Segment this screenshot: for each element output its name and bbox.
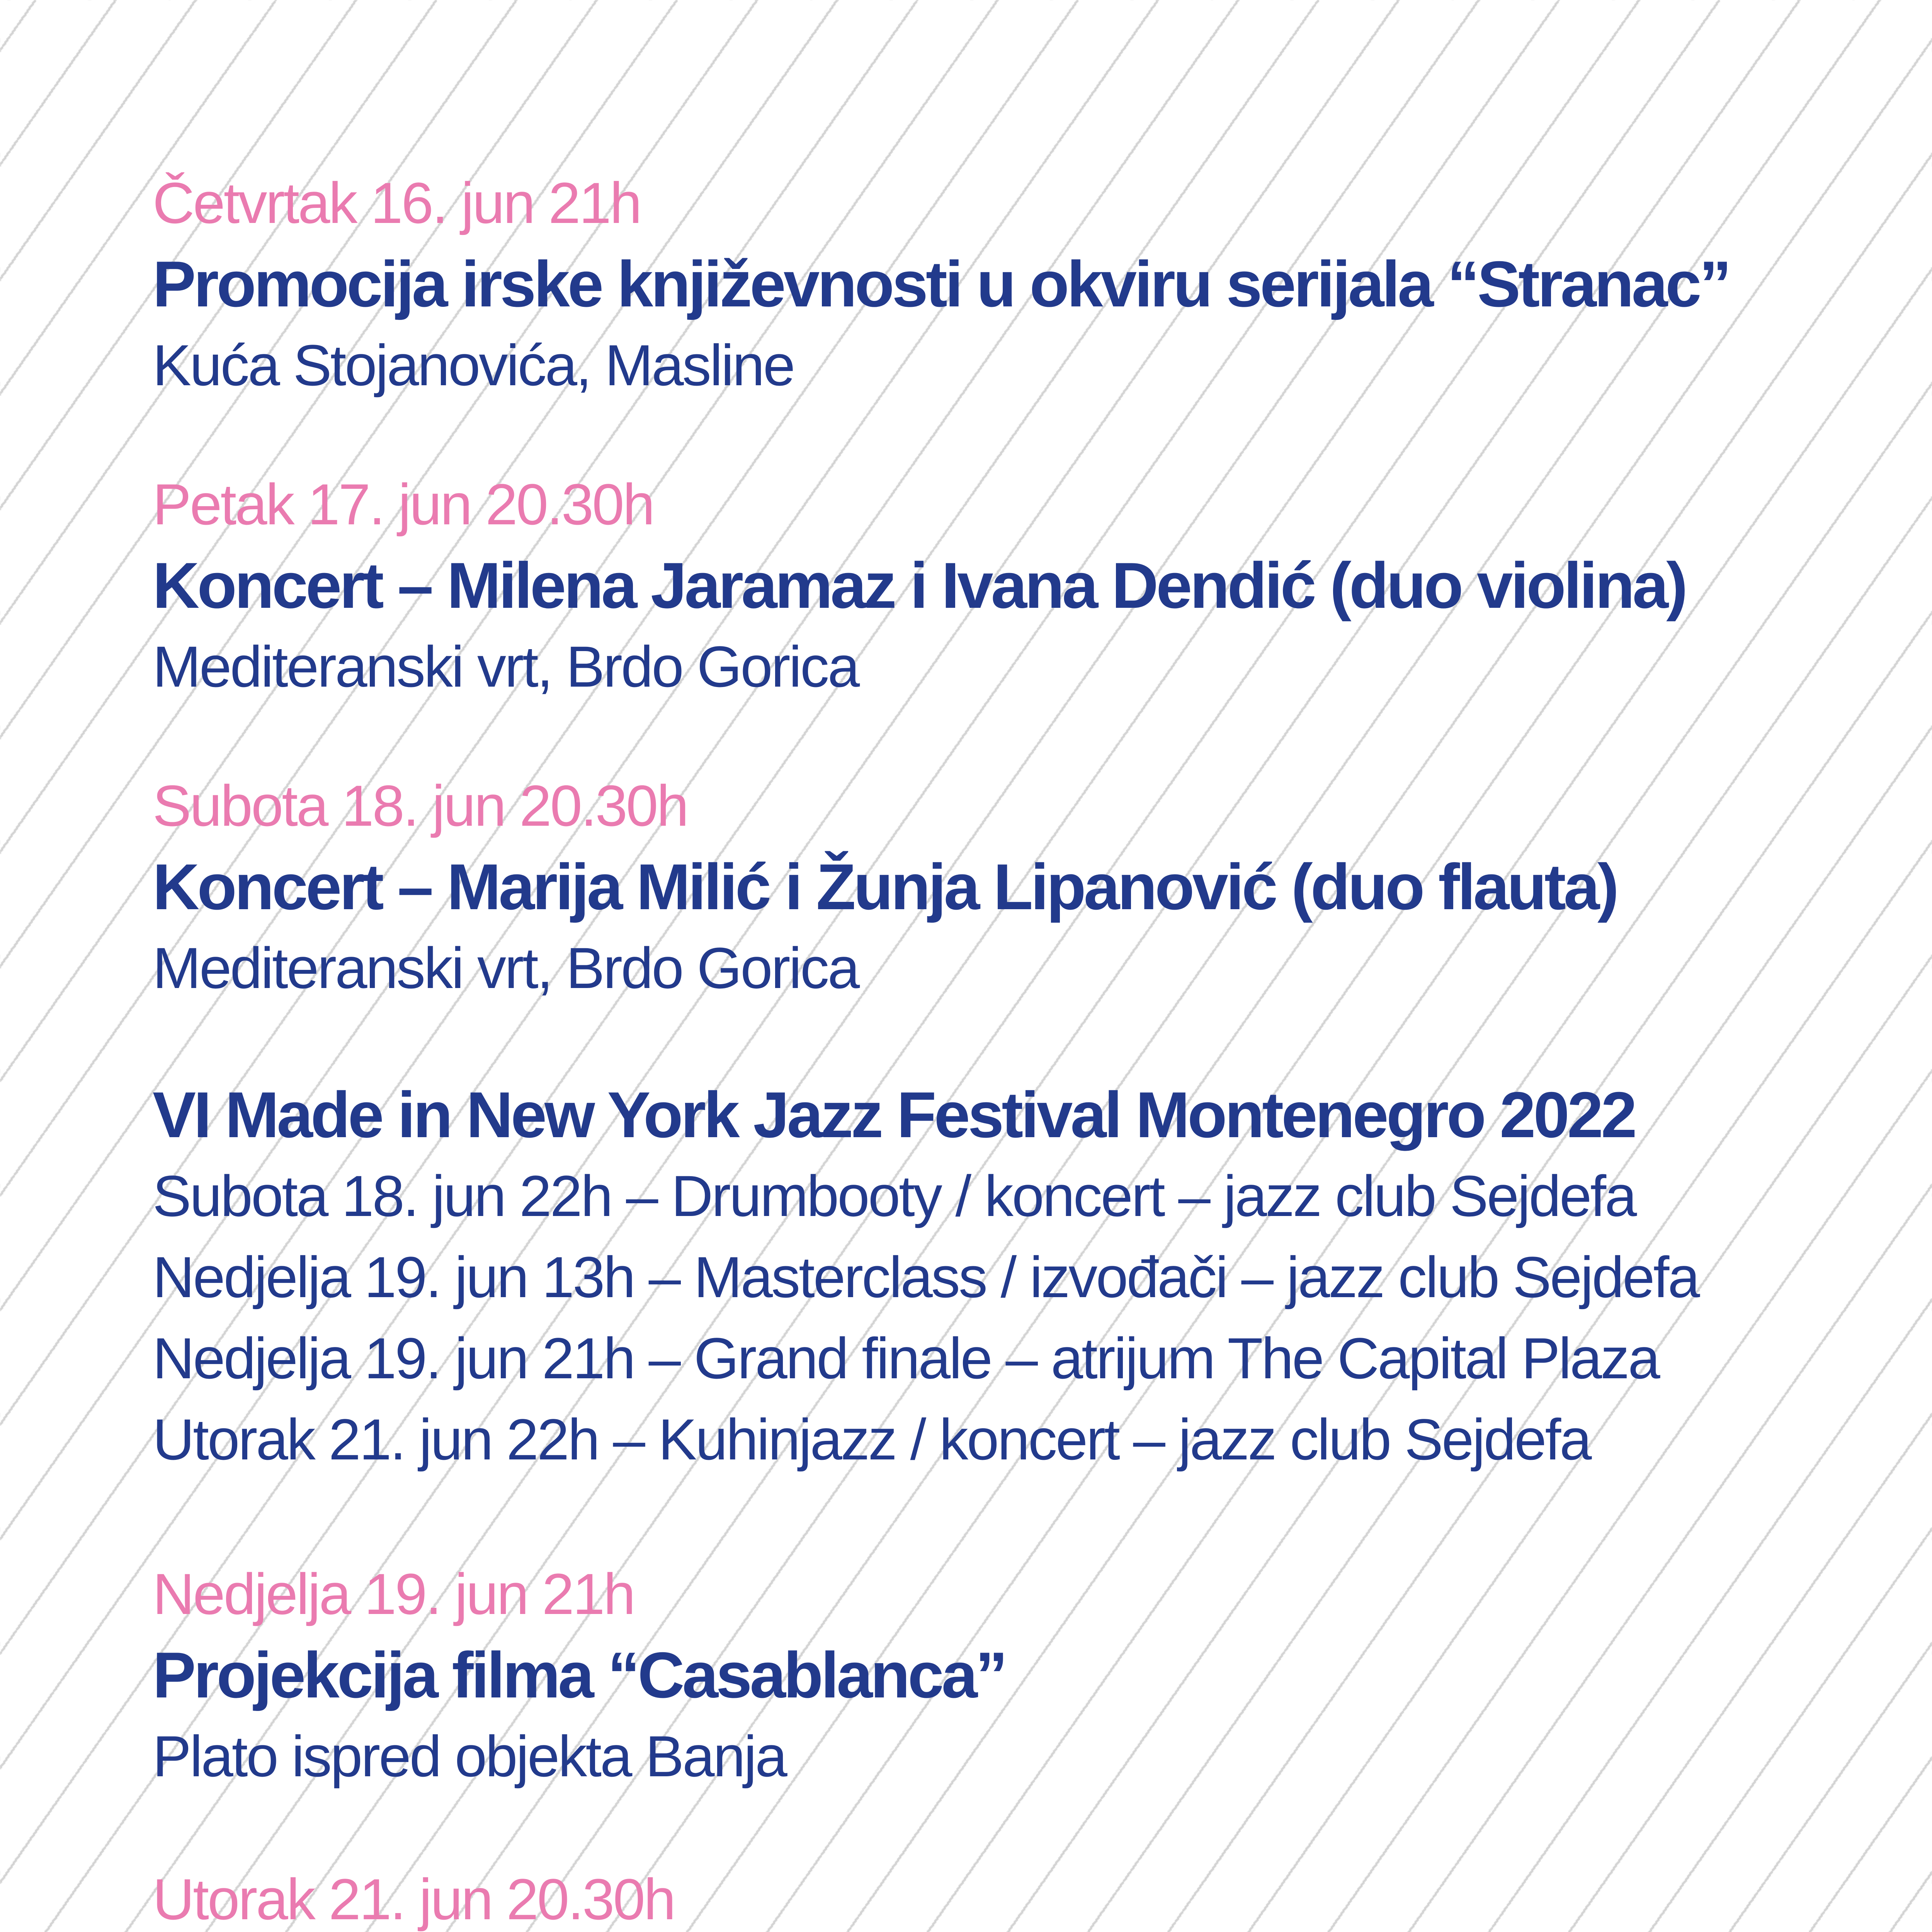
event-item bbox=[153, 765, 1932, 1009]
event-place: Plato ispred objekta Banja bbox=[153, 1724, 786, 1789]
event-title: Projekcija filma “Casablanca” bbox=[153, 1639, 1006, 1711]
event-date: Četvrtak 16. jun 21h bbox=[153, 170, 641, 235]
event-title: Promocija irske književnosti u okviru serijala “Stranac” bbox=[153, 248, 1730, 320]
event-title: Koncert – Milena Jaramaz i Ivana Dendić (duo violina) bbox=[153, 549, 1686, 622]
event-place: Mediteranski vrt, Brdo Gorica bbox=[153, 935, 859, 1000]
event-date: Nedjelja 19. jun 21h bbox=[153, 1561, 634, 1626]
event-item bbox=[153, 1859, 1932, 1932]
event-item bbox=[153, 162, 1932, 406]
event-place: Kuća Stojanovića, Masline bbox=[153, 333, 794, 398]
event-item bbox=[153, 464, 1932, 707]
event-title: Koncert – Marija Milić i Žunja Lipanović (duo flauta) bbox=[153, 850, 1617, 923]
festival-line: Utorak 21. jun 22h – Kuhinjazz / koncert – jazz club Sejdefa bbox=[153, 1407, 1590, 1472]
event-place: Mediteranski vrt, Brdo Gorica bbox=[153, 634, 859, 699]
event-item bbox=[153, 1553, 1932, 1797]
event-date: Subota 18. jun 20.30h bbox=[153, 773, 687, 838]
event-date: Utorak 21. jun 20.30h bbox=[153, 1867, 675, 1932]
festival-line: Subota 18. jun 22h – Drumbooty / koncert – jazz club Sejdefa bbox=[153, 1163, 1636, 1228]
festival-block bbox=[153, 1074, 1932, 1480]
festival-line: Nedjelja 19. jun 13h – Masterclass / izvođači – jazz club Sejdefa bbox=[153, 1245, 1699, 1310]
festival-line: Nedjelja 19. jun 21h – Grand finale – atrijum The Capital Plaza bbox=[153, 1326, 1659, 1391]
event-date: Petak 17. jun 20.30h bbox=[153, 472, 654, 537]
festival-title: VI Made in New York Jazz Festival Montenegro 2022 bbox=[153, 1078, 1635, 1151]
